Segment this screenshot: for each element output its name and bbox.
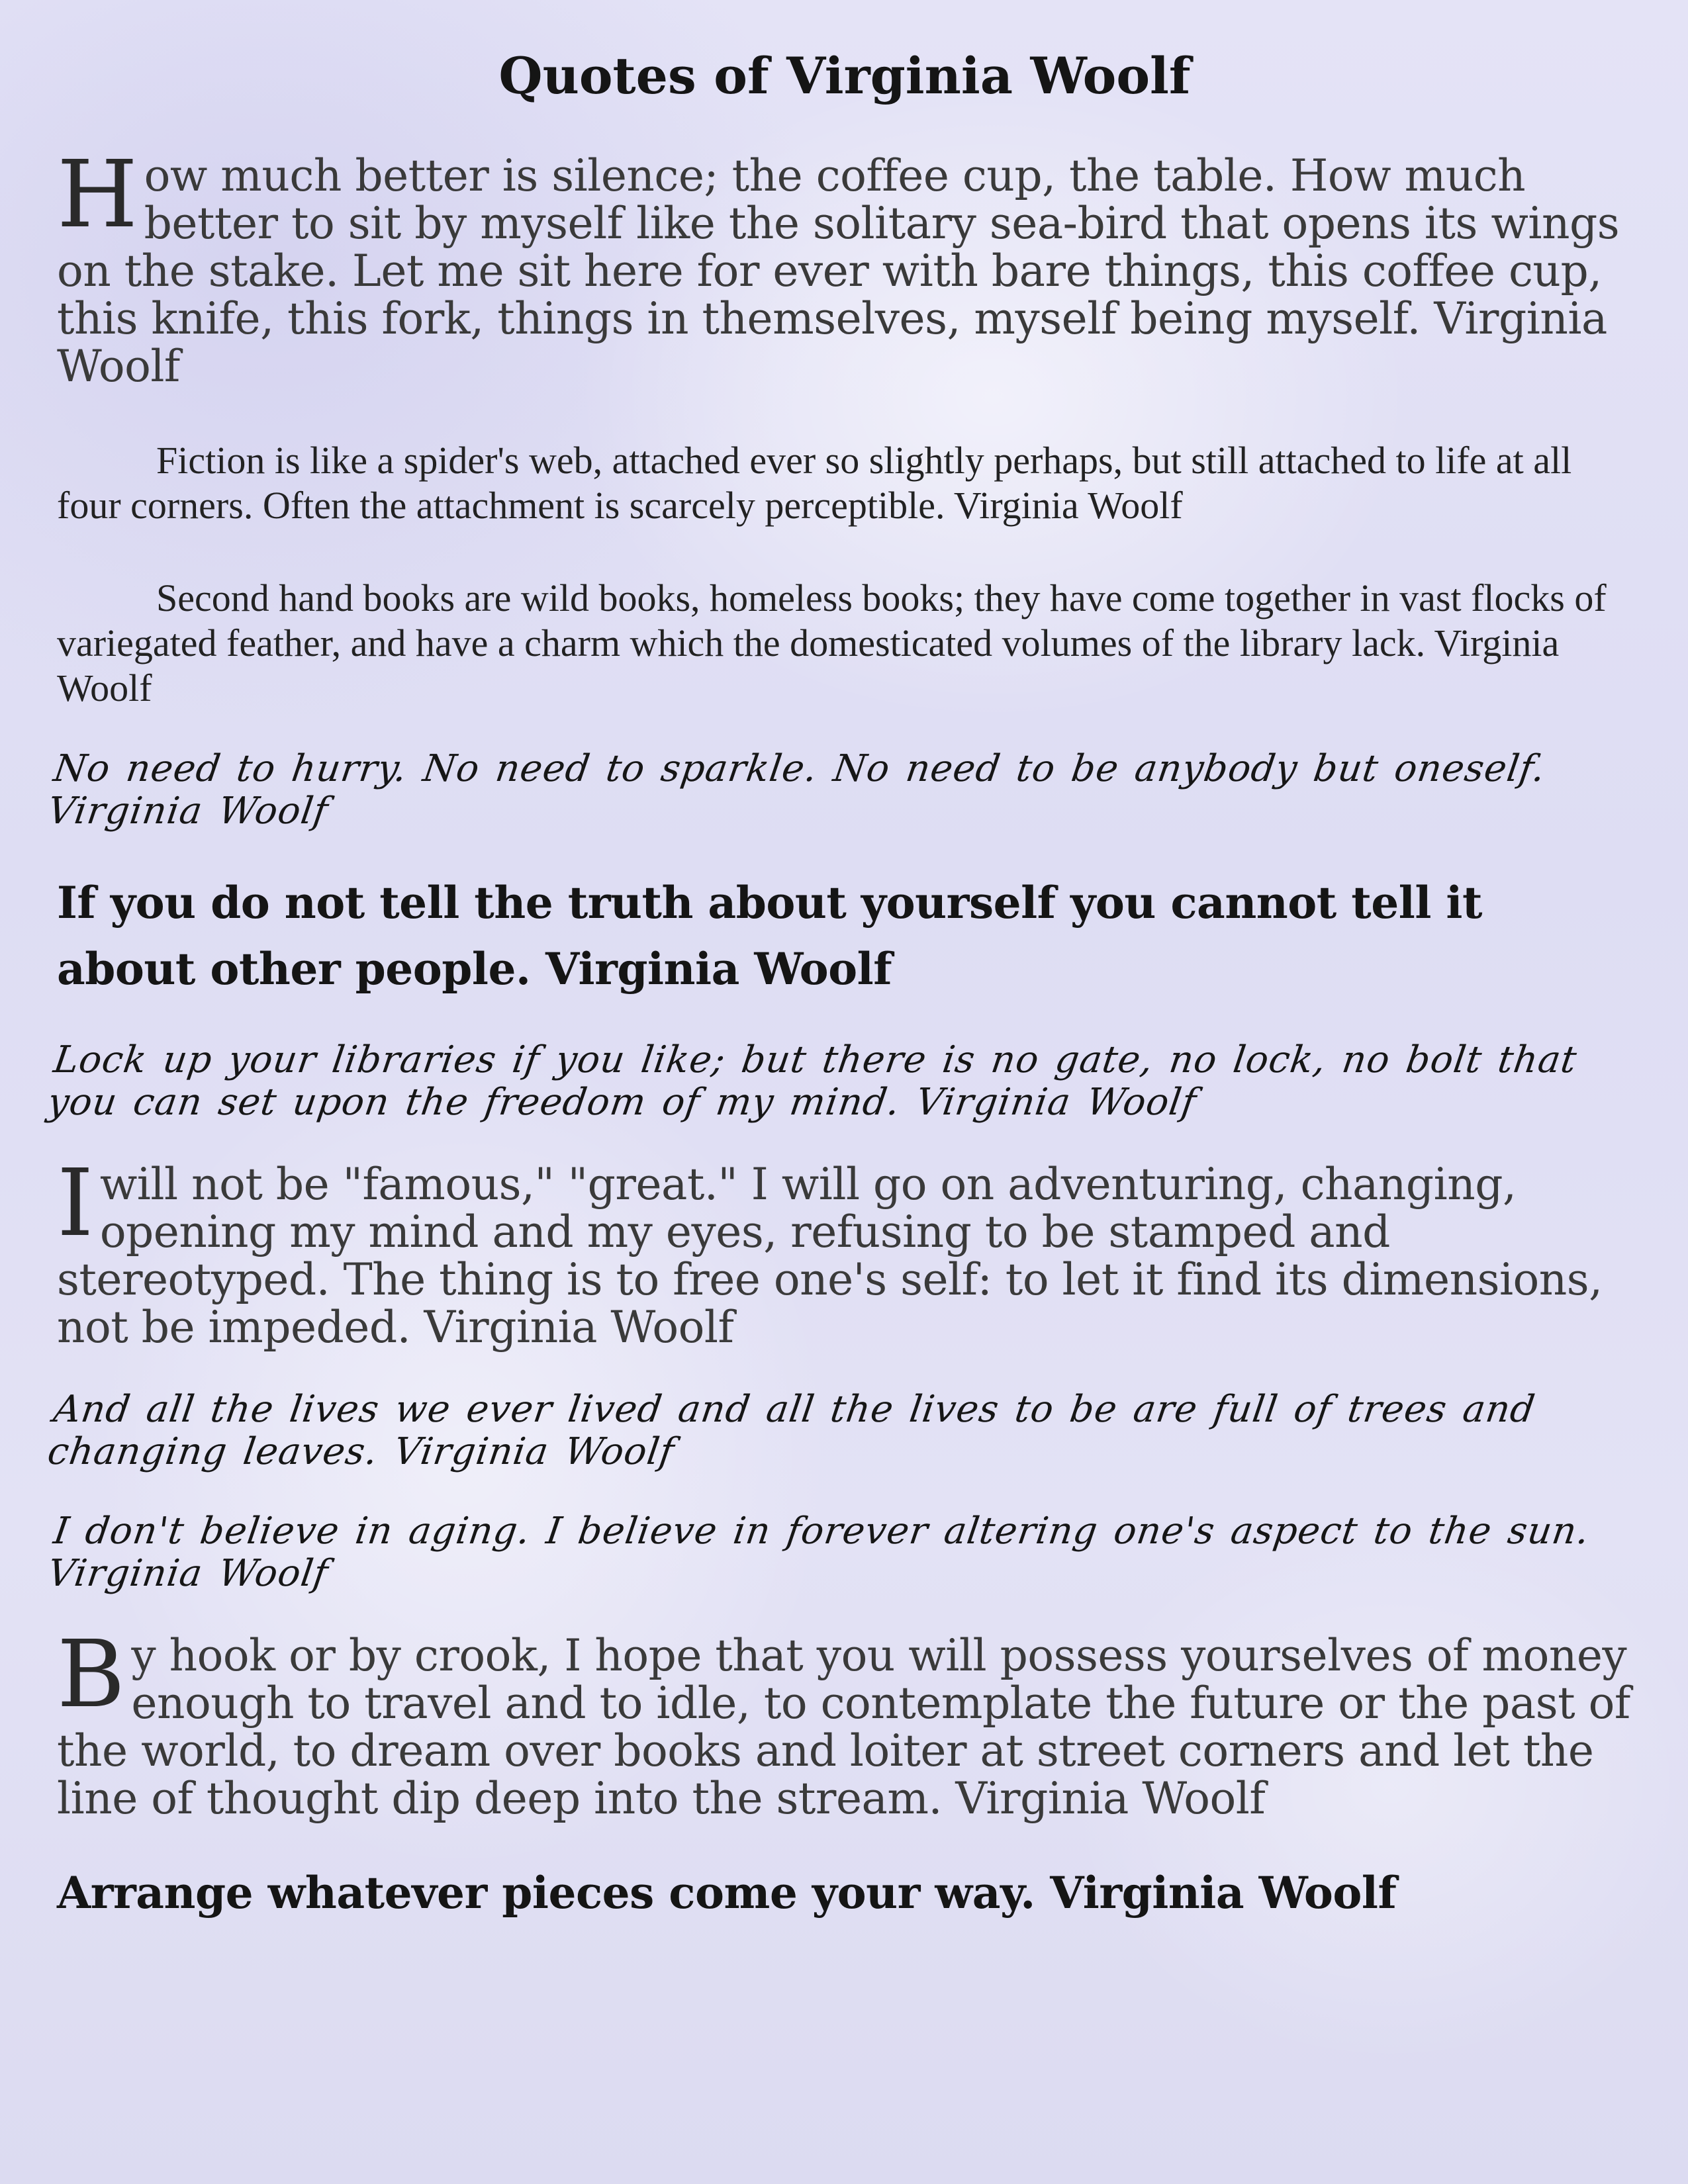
quote-lock-up-libraries: Lock up your libraries if you like; but there is no gate, no lock, no bolt that you can set upon the freedom of my mind. Virginia Woolf xyxy=(45,1038,1580,1124)
quote-all-the-lives: And all the lives we ever lived and all the lives to be are full of trees and changing leaves. Virginia Woolf xyxy=(45,1388,1538,1473)
quote-text: ow much better is silence; the coffee cup, the table. How much better to sit by myself like the solitary sea-bird that opens its wings on the stake. Let me sit here for ever with bare things, this coffee cup, this knife, this fork, things in themselves, myself being myself. Virginia Woolf xyxy=(57,150,1620,392)
drop-cap: H xyxy=(57,141,138,249)
quote-silence xyxy=(57,141,1632,392)
spacer xyxy=(57,1473,1632,1510)
spacer xyxy=(57,390,1632,438)
quote-arrange-pieces: Arrange whatever pieces come your way. Virginia Woolf xyxy=(57,1867,1397,1919)
page-title: Quotes of Virginia Woolf xyxy=(498,46,1191,105)
quote-aging: I don't believe in aging. I believe in forever altering one's aspect to the sun. Virginia Woolf xyxy=(45,1510,1593,1595)
spacer xyxy=(57,1124,1632,1161)
quote-fiction: Fiction is like a spider's web, attached ever so slightly perhaps, but still attached to life at all four corners. Often the attachment is scarcely perceptible. Virginia Woolf xyxy=(57,439,1572,527)
quote-page xyxy=(45,40,1632,1926)
spacer xyxy=(57,711,1632,748)
quote-text: will not be "famous," "great." I will go on adventuring, changing, opening my mind and my eyes, refusing to be stamped and stereotyped. The thing is to free one's self: to let it find its dimensions, not be impeded. Virginia Woolf xyxy=(57,1159,1603,1353)
spacer xyxy=(57,833,1632,870)
spacer xyxy=(57,1002,1632,1039)
drop-cap: B xyxy=(57,1621,125,1729)
spacer xyxy=(57,1351,1632,1388)
quote-truth-about-yourself: If you do not tell the truth about yourself you cannot tell it about other people. Virginia Woolf xyxy=(57,877,1482,995)
drop-cap: I xyxy=(57,1150,93,1257)
spacer xyxy=(57,1823,1632,1860)
spacer xyxy=(57,528,1632,576)
quote-not-be-famous xyxy=(57,1150,1632,1353)
spacer xyxy=(57,1595,1632,1632)
quote-no-need-to-hurry: No need to hurry. No need to sparkle. No need to be anybody but oneself. Virginia Woolf xyxy=(45,747,1548,833)
quote-hook-or-crook xyxy=(57,1621,1632,1824)
quote-second-hand-books: Second hand books are wild books, homeless books; they have come together in vast flocks of variegated feather, and have a charm which the domesticated volumes of the library lack. Virginia Woolf xyxy=(57,576,1607,709)
quote-text: y hook or by crook, I hope that you will possess yourselves of money enough to travel and to idle, to contemplate the future or the past of the world, to dream over books and loiter at street corners and let the line of thought dip deep into the stream. Virginia Woolf xyxy=(57,1630,1630,1824)
